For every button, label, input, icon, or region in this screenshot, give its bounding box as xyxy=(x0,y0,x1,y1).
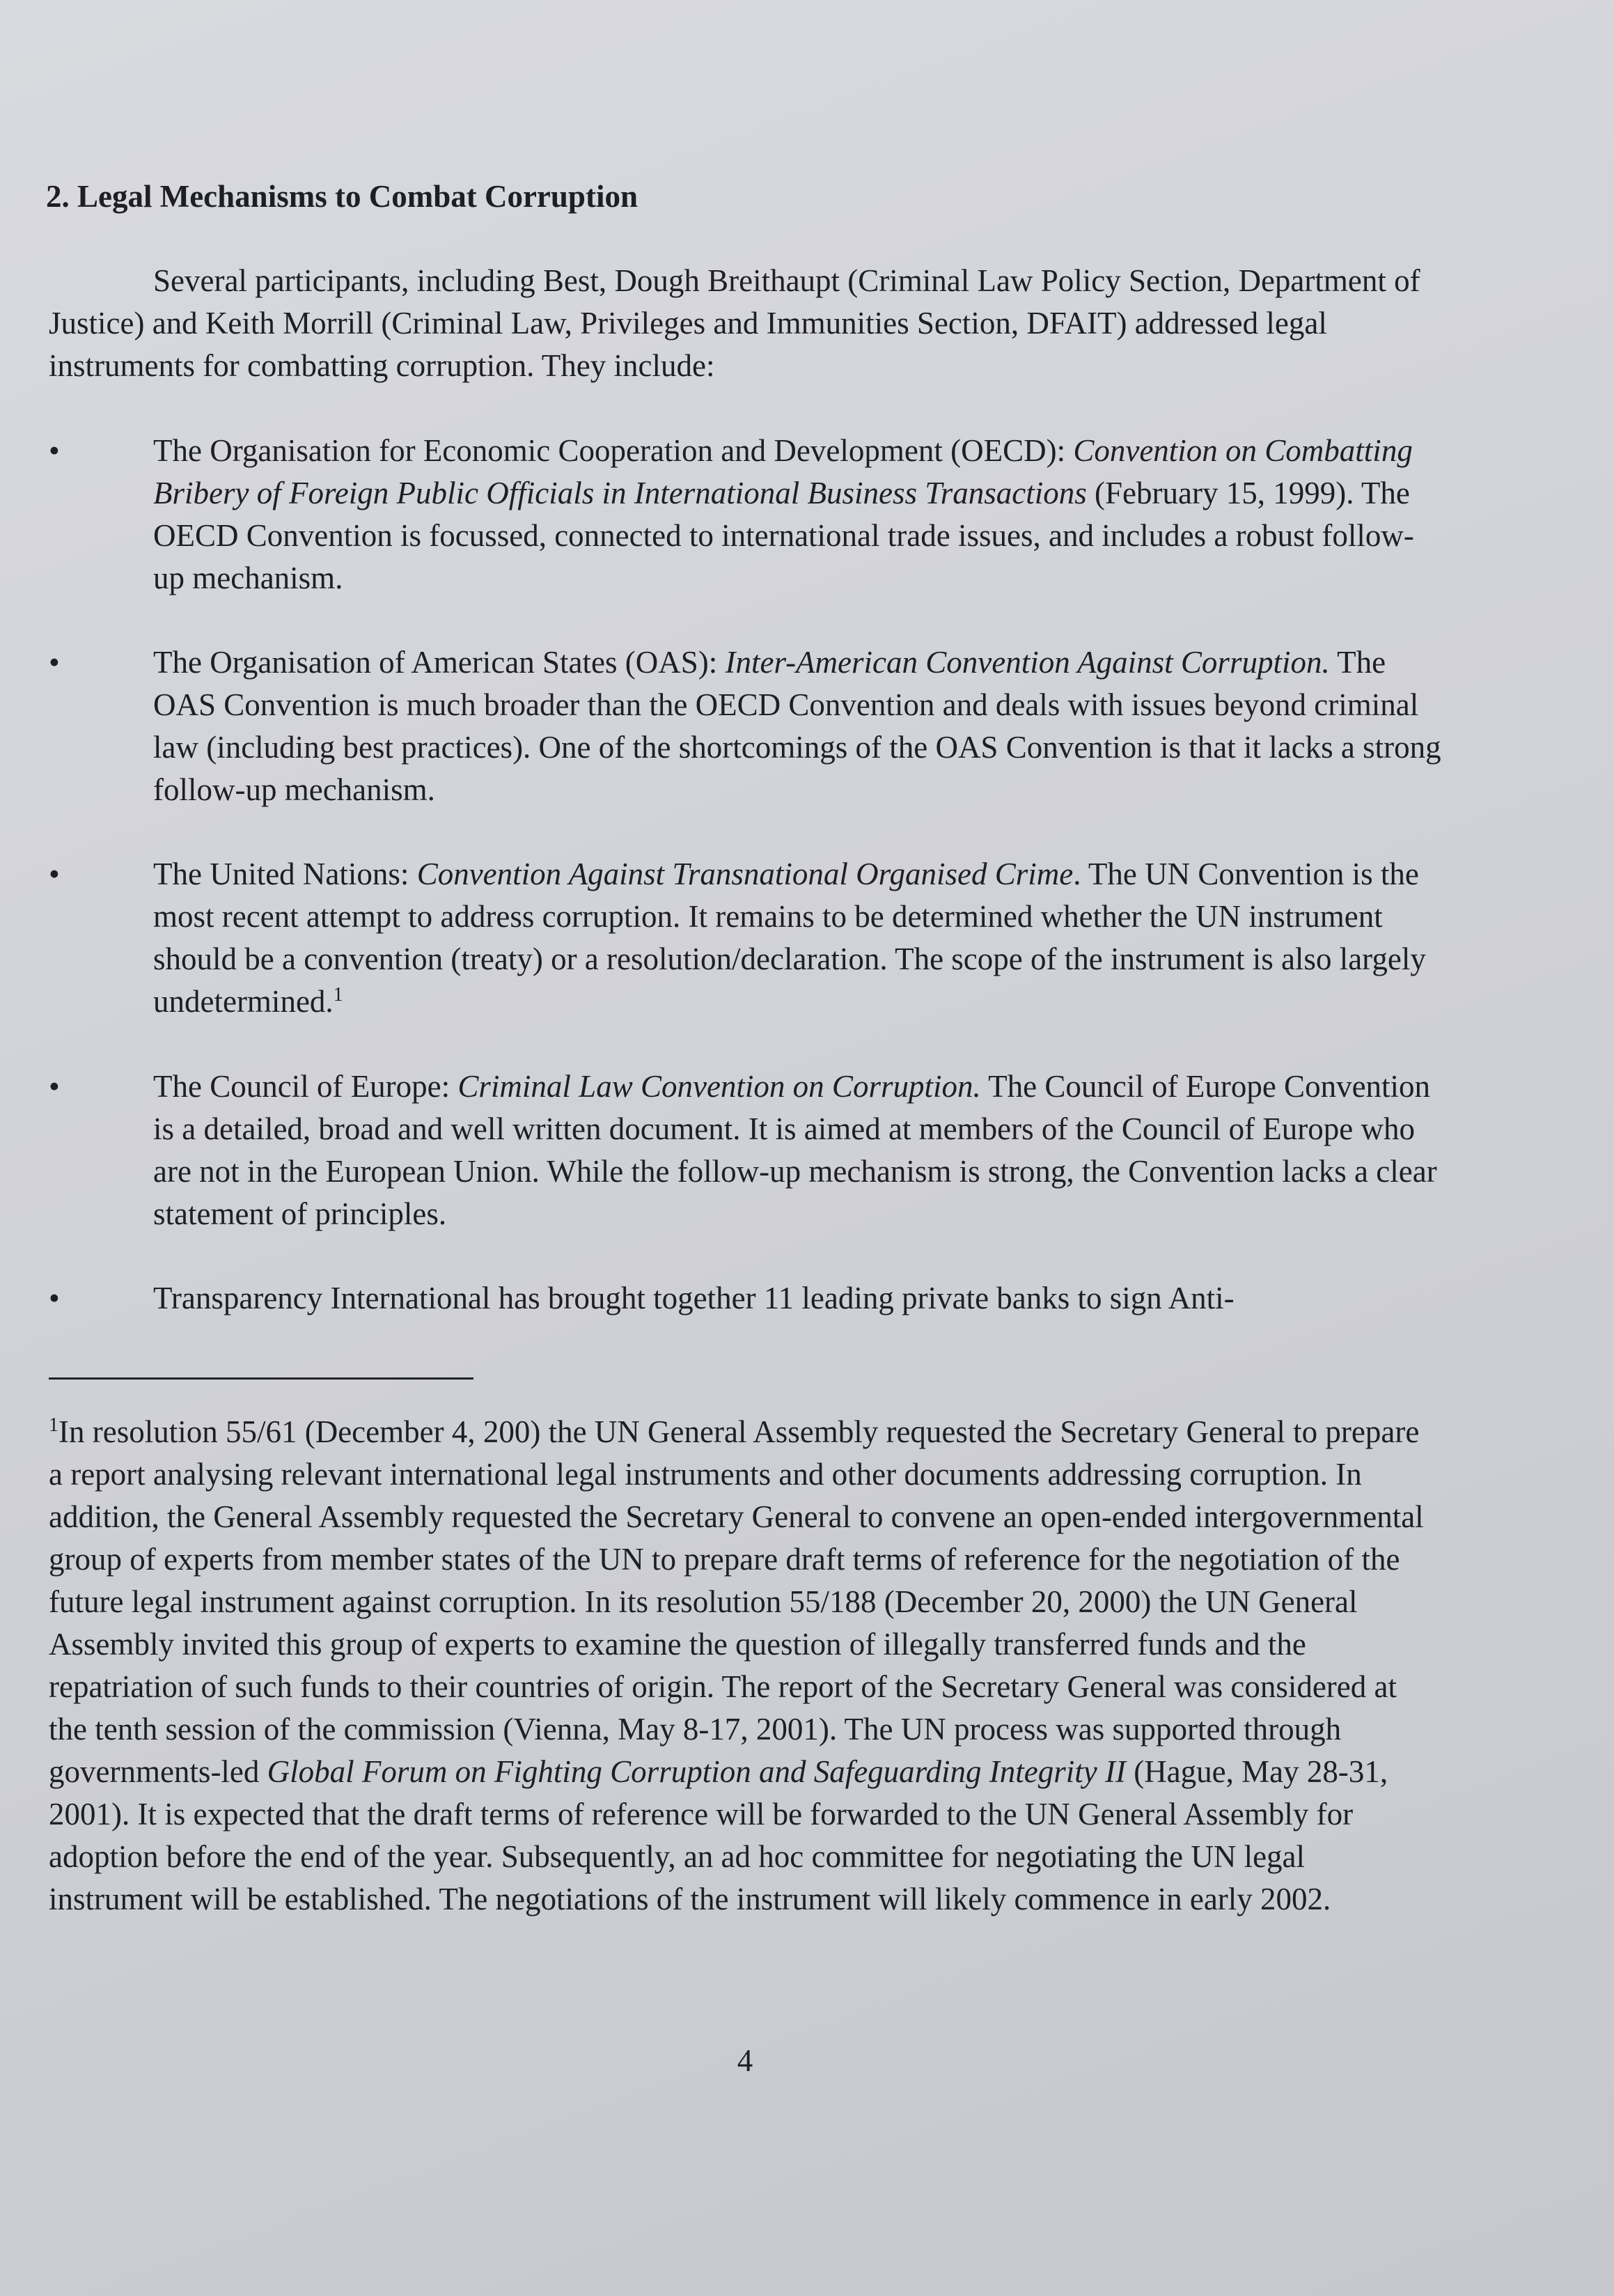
item-lead-text: The United Nations: xyxy=(153,857,417,891)
item-lead-text: The Organisation for Economic Cooperation and Development (OECD): xyxy=(153,433,1074,468)
bullet-icon: • xyxy=(49,857,60,891)
item-lead-text: The Organisation of American States (OAS): xyxy=(153,645,726,680)
footnote-text: In resolution 55/61 (December 4, 200) the UN General Assembly requested the Secretary General to prepare a report analysing relevant international legal instruments and other documents addressing corruption. In addition, the General Assembly requested the Secretary General to convene an open-ended intergovernmental group of experts from member states of the UN to prepare draft terms of reference for the negotiation of the future legal instrument against corruption. In its resolution 55/188 (December 20, 2000) the UN General Assembly invited this group of experts to examine the question of illegally transferred funds and the repatriation of such funds to their countries of origin. The report of the Secretary General was considered at the tenth session of the commission (Vienna, May 8-17, 2001). The UN process was supported through governments-led xyxy=(49,1414,1424,1789)
footnote-text-end: (Hague, May 28-31, 2001). It is expected that the draft terms of reference will be forwarded to the UN General Assembly for adoption before the end of the year. Subsequently, an ad hoc committee for negotiating the UN legal instrument will be established. The negotiations of the instrument will likely commence in early 2002. xyxy=(49,1754,1388,1916)
list-item-text xyxy=(153,430,1441,600)
item-lead-text: Transparency International has brought together 11 leading private banks to sign Anti- xyxy=(153,1281,1235,1315)
item-title: Inter-American Convention Against Corruption. xyxy=(725,645,1330,680)
list-item-text xyxy=(153,1065,1441,1235)
list-item-text xyxy=(153,853,1441,1023)
intro-paragraph: Several participants, including Best, Dough Breithaupt (Criminal Law Policy Section, Department of Justice) and Keith Morrill (Criminal Law, Privileges and Immunities Section, DFAIT) addressed legal instruments for combatting corruption. They include: xyxy=(49,263,1420,383)
footnote-reference[interactable]: 1 xyxy=(333,984,343,1006)
footnote-marker: 1 xyxy=(49,1414,58,1436)
item-title: Criminal Law Convention on Corruption. xyxy=(457,1069,981,1104)
item-lead-text: The Council of Europe: xyxy=(153,1069,458,1104)
item-title: Convention on Combatting Bribery of Foreign Public Officials in International Business Transactions xyxy=(153,433,1413,510)
item-rest-text: (February 15, 1999). The OECD Convention is focussed, connected to international trade issues, and includes a robust follow-up mechanism. xyxy=(153,476,1414,595)
bullet-icon: • xyxy=(49,1281,60,1315)
list-item-text xyxy=(153,1277,1441,1320)
bullet-icon: • xyxy=(49,1069,60,1104)
bullet-icon: • xyxy=(49,433,60,468)
list-item-text xyxy=(153,641,1441,811)
item-rest-text: The Council of Europe Convention is a detailed, broad and well written document. It is aimed at members of the Council of Europe who are not in the European Union. While the follow-up mechanism is strong, the Convention lacks a clear statement of principles. xyxy=(153,1069,1437,1231)
item-rest-text: The OAS Convention is much broader than the OECD Convention and deals with issues beyond criminal law (including best practices). One of the shortcomings of the OAS Convention is that it lacks a strong follow-up mechanism. xyxy=(153,645,1441,807)
page-number: 4 xyxy=(737,2043,753,2078)
footnote-forum-title: Global Forum on Fighting Corruption and Safeguarding Integrity II xyxy=(267,1754,1126,1789)
item-rest-text: . The UN Convention is the most recent attempt to address corruption. It remains to be determined whether the UN instrument should be a convention (treaty) or a resolution/declaration. The scope of the instrument is also largely undetermined. xyxy=(153,857,1426,1019)
item-title: Convention Against Transnational Organised Crime xyxy=(416,857,1074,891)
footnote-divider xyxy=(49,1377,473,1380)
section-heading: 2. Legal Mechanisms to Combat Corruption xyxy=(46,179,638,214)
footnote xyxy=(49,1411,1434,1921)
bullet-icon: • xyxy=(49,645,60,680)
